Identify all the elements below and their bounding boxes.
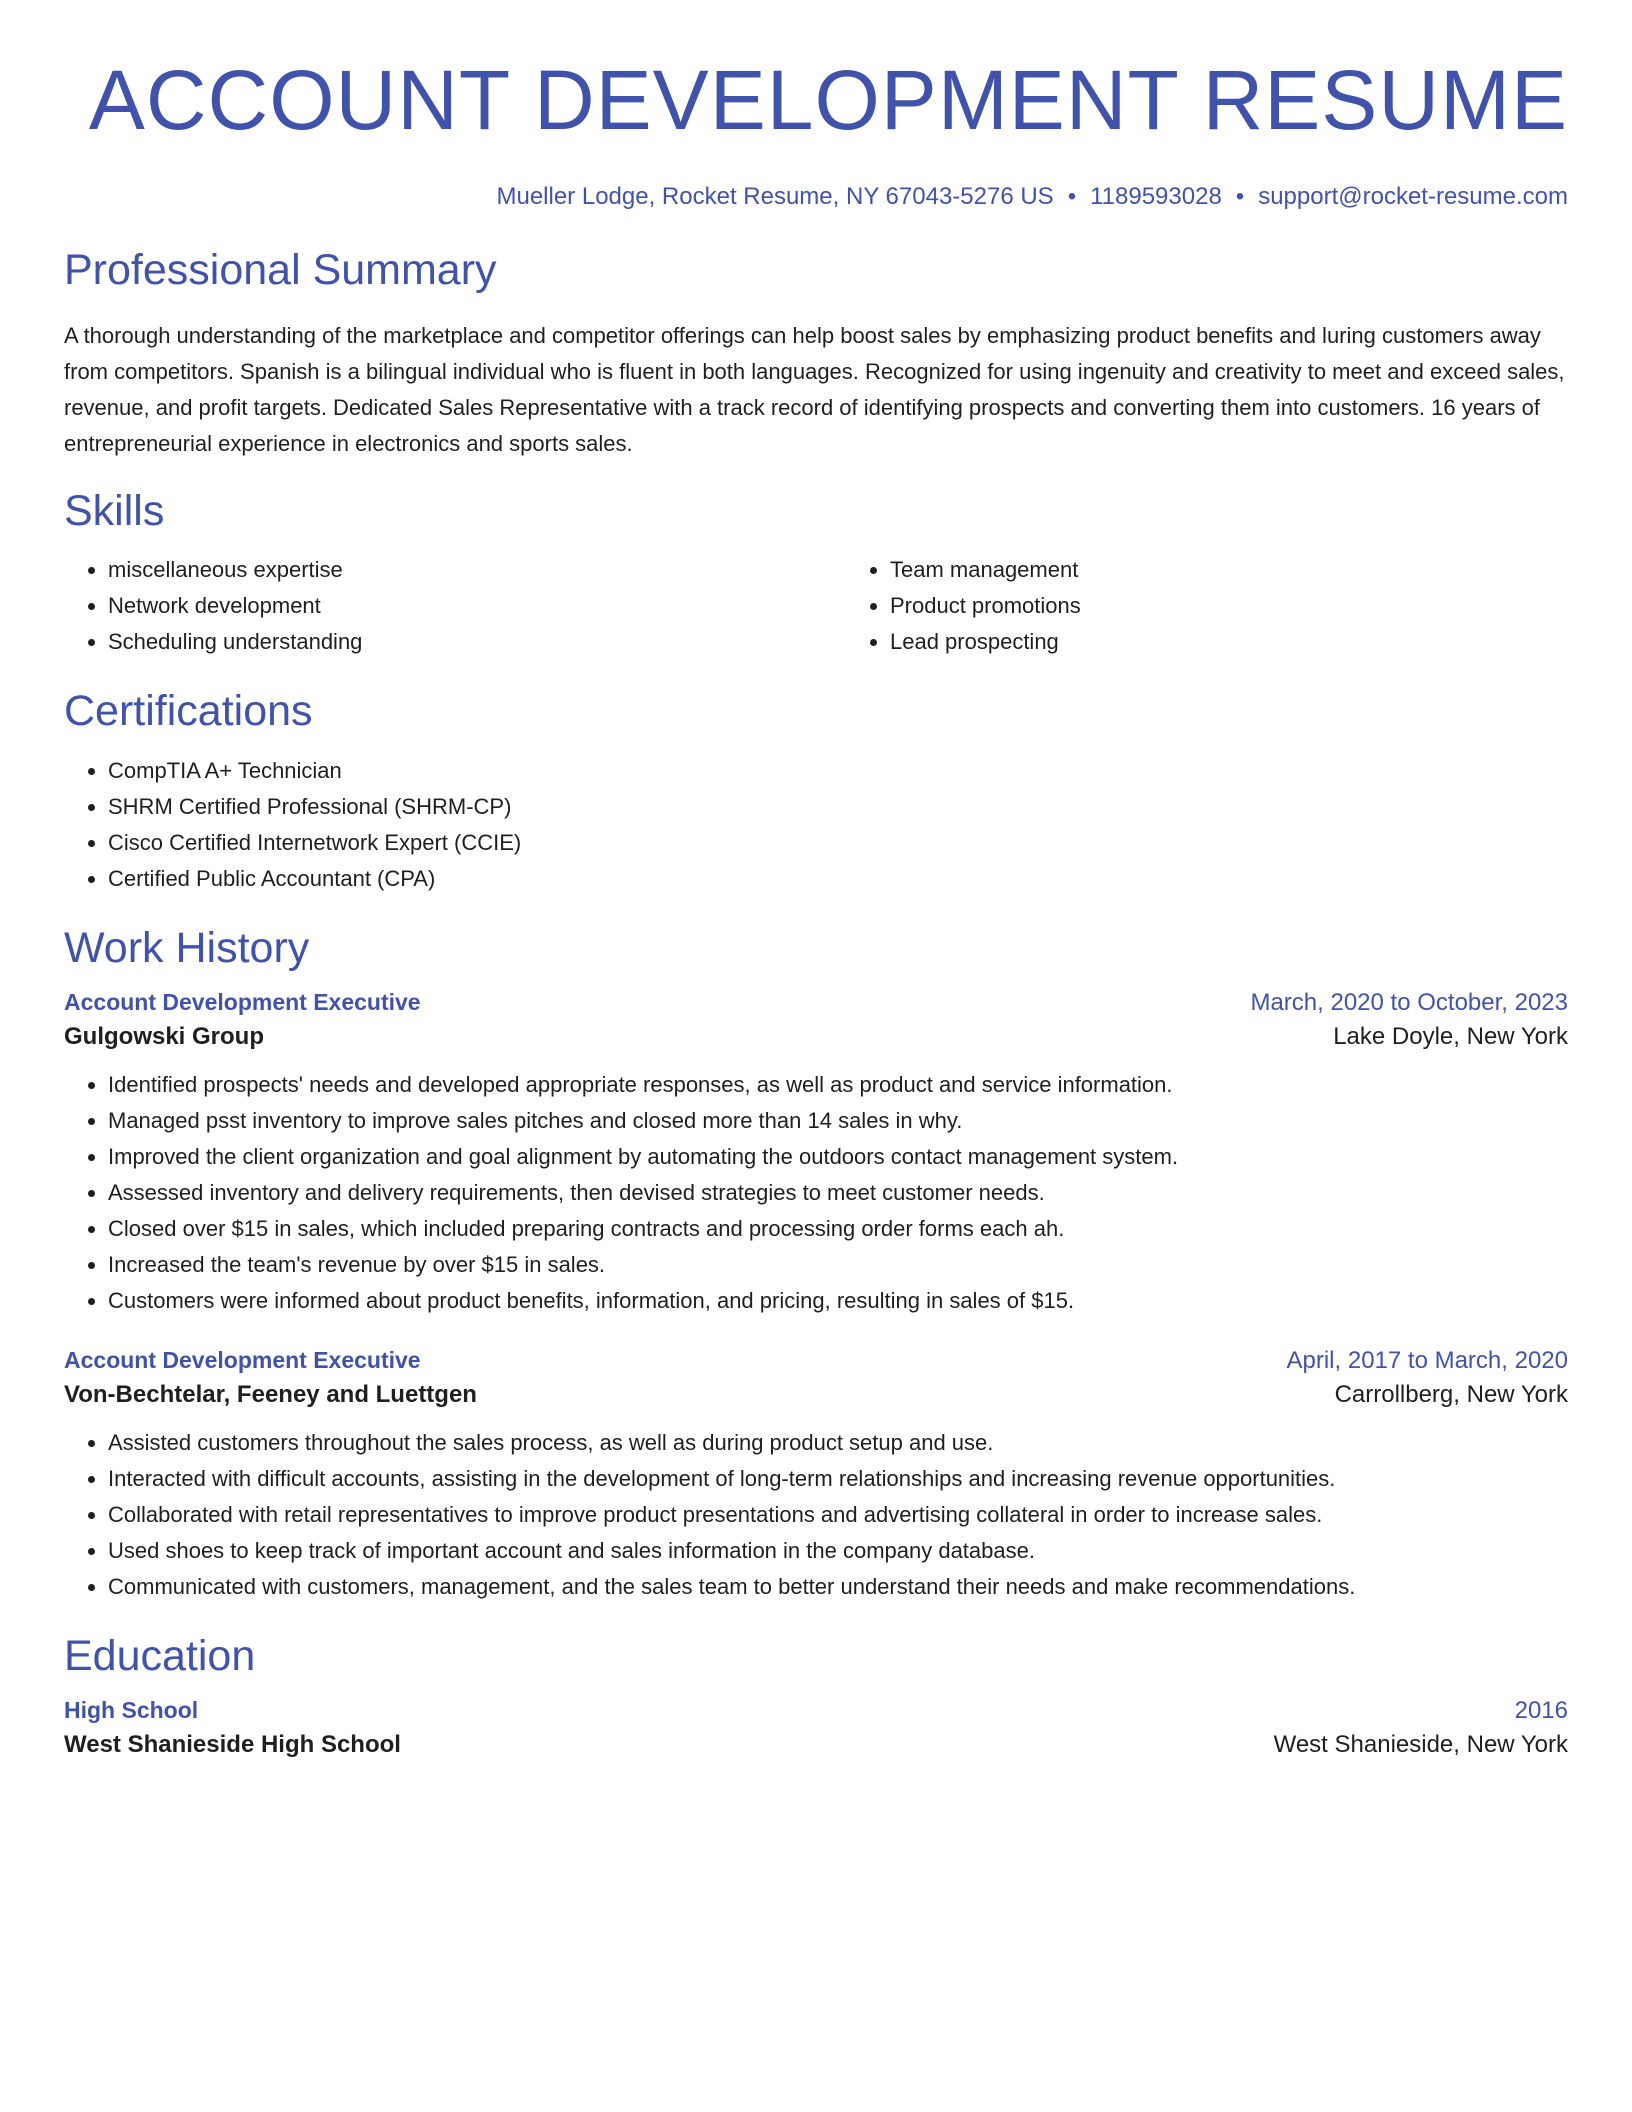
job-entry [64, 1347, 1568, 1605]
job-bullet: • Customers were informed about product benefits, information, and pricing, resulting in sales of $15. [108, 1283, 1568, 1319]
job-bullet: • Assessed inventory and delivery requirements, then devised strategies to meet customer needs. [108, 1175, 1568, 1211]
job-bullet: • Managed psst inventory to improve sales pitches and closed more than 14 sales in why. [108, 1103, 1568, 1139]
job-location: Carrollberg, New York [1334, 1380, 1568, 1408]
job-company: Gulgowski Group [64, 1022, 265, 1050]
summary-text: A thorough understanding of the marketplace and competitor offerings can help boost sales by emphasizing product benefits and luring customers away from competitors. Spanish is a bilingual individual who is fluent in both languages. Recognized for using ingenuity and creativity to meet and exceed sales, revenue, and profit targets. Dedicated Sales Representative with a track record of identifying prospects and converting them into customers. 16 years of entrepreneurial experience in electronics and sports sales. [64, 323, 1565, 457]
job-bullets [64, 1425, 1568, 1605]
job-bullet: • Identified prospects' needs and developed appropriate responses, as well as product and service information. [108, 1067, 1568, 1103]
job-company-row [64, 1381, 1568, 1409]
skills-grid [64, 552, 1568, 660]
certification-item: • Certified Public Accountant (CPA) [108, 861, 1568, 897]
summary-section [64, 245, 1568, 463]
job-bullet: • Increased the team's revenue by over $15 in sales. [108, 1247, 1568, 1283]
job-entry [64, 989, 1568, 1319]
skills-section [64, 486, 1568, 660]
education-school: West Shanieside High School [64, 1730, 401, 1758]
skills-list-right [846, 552, 1628, 660]
job-bullet: • Closed over $15 in sales, which included preparing contracts and processing order forms each ah. [108, 1211, 1568, 1247]
contact-phone: 1189593028 [1090, 182, 1222, 210]
skill-item: • Lead prospecting [890, 624, 1628, 660]
job-company: Von-Bechtelar, Feeney and Luettgen [64, 1380, 477, 1408]
work-history-heading: Work History [64, 924, 310, 973]
job-location: Lake Doyle, New York [1333, 1022, 1568, 1050]
job-dates: March, 2020 to October, 2023 [1250, 988, 1568, 1016]
education-section [64, 1631, 1568, 1759]
certifications-list [64, 753, 1568, 897]
education-year: 2016 [1514, 1696, 1568, 1724]
job-header-row [64, 1347, 1568, 1375]
work-history-section [64, 923, 1568, 1605]
job-dates: April, 2017 to March, 2020 [1286, 1346, 1568, 1374]
education-entry [64, 1697, 1568, 1759]
contact-line [64, 183, 1568, 211]
skill-item: • Network development [108, 588, 846, 624]
education-degree: High School [64, 1696, 199, 1723]
skill-item: • Team management [890, 552, 1628, 588]
job-bullet: • Interacted with difficult accounts, assisting in the development of long-term relationships and increasing revenue opportunities. [108, 1461, 1568, 1497]
skill-item: • miscellaneous expertise [108, 552, 846, 588]
job-bullet: • Used shoes to keep track of important account and sales information in the company database. [108, 1533, 1568, 1569]
education-school-row [64, 1731, 1568, 1759]
job-header-row [64, 989, 1568, 1017]
contact-separator: • [1235, 182, 1245, 210]
certification-item: • CompTIA A+ Technician [108, 753, 1568, 789]
contact-email[interactable]: support@rocket-resume.com [1258, 182, 1568, 210]
resume-title: ACCOUNT DEVELOPMENT RESUME [88, 53, 1568, 147]
certification-item: • Cisco Certified Internetwork Expert (CCIE) [108, 825, 1568, 861]
education-location: West Shanieside, New York [1273, 1730, 1568, 1758]
education-header-row [64, 1697, 1568, 1725]
certifications-section [64, 686, 1568, 898]
job-bullet: • Collaborated with retail representatives to improve product presentations and advertising collateral in order to increase sales. [108, 1497, 1568, 1533]
skill-item: • Product promotions [890, 588, 1628, 624]
job-title: Account Development Executive [64, 1346, 421, 1373]
job-bullet: • Assisted customers throughout the sales process, as well as during product setup and use. [108, 1425, 1568, 1461]
skills-heading: Skills [64, 487, 165, 536]
certification-item: • SHRM Certified Professional (SHRM-CP) [108, 789, 1568, 825]
skill-item: • Scheduling understanding [108, 624, 846, 660]
job-bullet: • Improved the client organization and goal alignment by automating the outdoors contact management system. [108, 1139, 1568, 1175]
education-heading: Education [64, 1631, 256, 1680]
skills-list-left [64, 552, 846, 660]
job-company-row [64, 1023, 1568, 1051]
job-bullet: • Communicated with customers, management, and the sales team to better understand their needs and make recommendations. [108, 1569, 1568, 1605]
contact-address: Mueller Lodge, Rocket Resume, NY 67043-5276 US [496, 182, 1054, 210]
job-title: Account Development Executive [64, 988, 421, 1015]
summary-heading: Professional Summary [64, 245, 497, 294]
job-bullets [64, 1067, 1568, 1319]
certifications-heading: Certifications [64, 686, 313, 735]
contact-separator: • [1067, 182, 1077, 210]
